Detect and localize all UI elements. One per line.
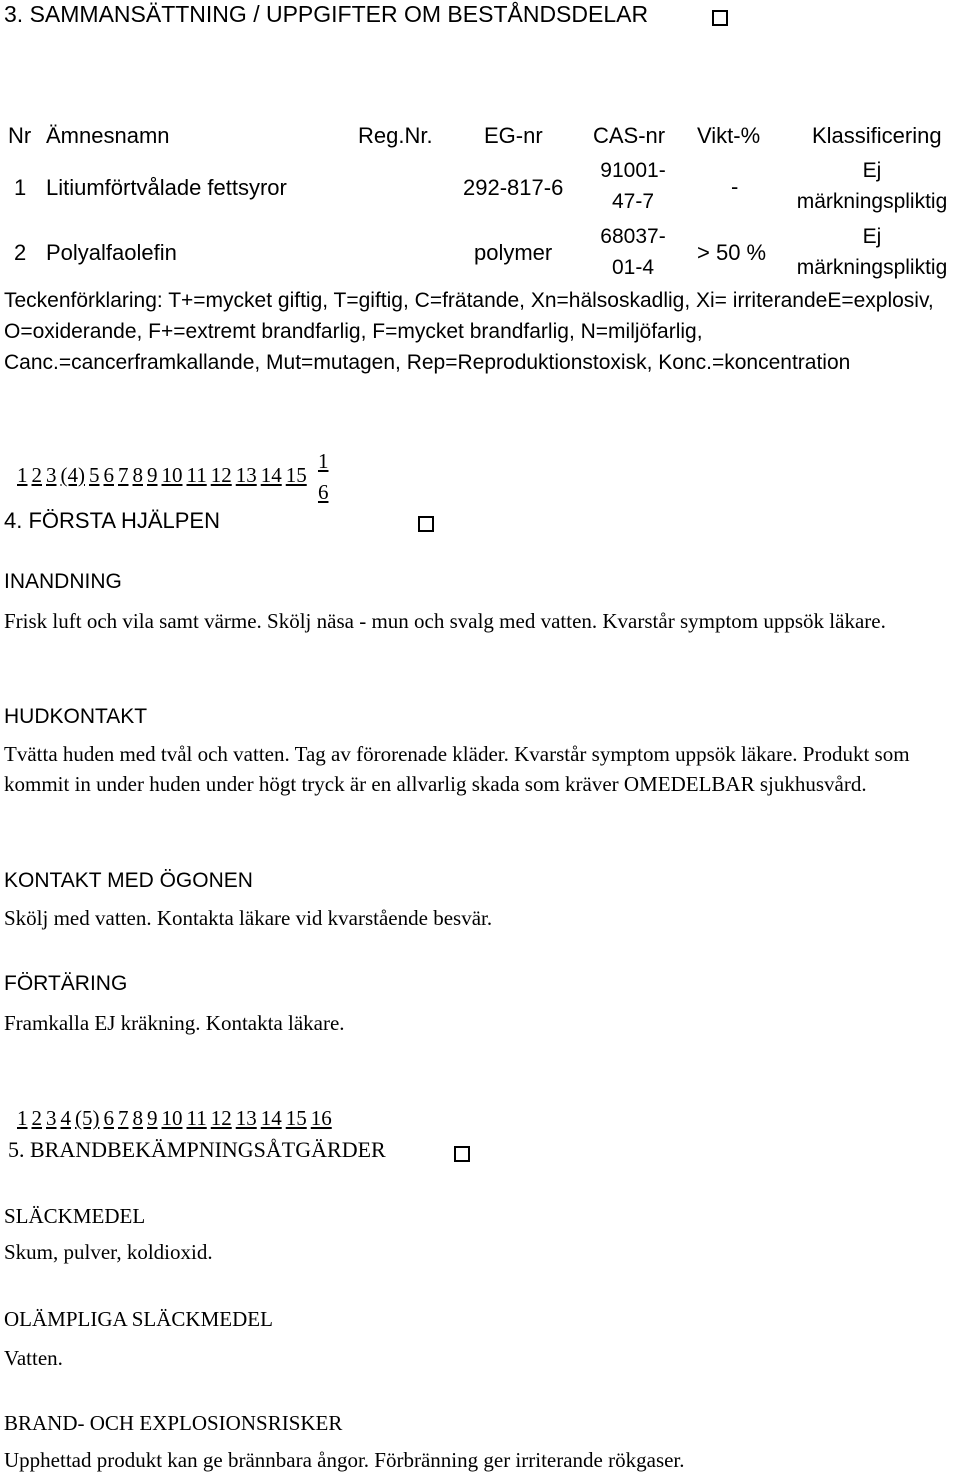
pager-bottom — [17, 1106, 336, 1131]
pager-top — [17, 446, 328, 508]
hudkontakt-text: Tvätta huden med tvål och vatten. Tag av förorenade kläder. Kvarstår symptom uppsök läkare. Produkt som kommit in under huden under högt tryck är en allvarlig skada som kräver OMEDELBAR sjukhusvård. — [4, 742, 910, 796]
pager-link-5[interactable]: 5 — [89, 462, 100, 487]
pager-link-12[interactable]: 12 — [210, 462, 232, 487]
inandning-heading: INANDNING — [4, 570, 122, 593]
pager-link-11[interactable]: 11 — [186, 1106, 207, 1130]
pager-link-4[interactable]: (4) — [60, 462, 85, 487]
header-cas-nr: CAS-nr — [593, 123, 666, 148]
pager-link-6[interactable]: 6 — [103, 462, 114, 487]
fortaring-heading: FÖRTÄRING — [4, 972, 128, 995]
row-substance-name: Litiumförtvålade fettsyror — [46, 175, 287, 200]
pager-link-4[interactable]: 4 — [60, 1106, 71, 1130]
row-nr: 2 — [14, 240, 27, 265]
brandrisk-heading: BRAND- OCH EXPLOSIONSRISKER — [4, 1411, 343, 1435]
pager-link-8[interactable]: 8 — [132, 1106, 143, 1130]
checkbox-icon — [454, 1146, 470, 1162]
row-substance-name: Polyalfaolefin — [46, 240, 177, 265]
pager-link-14[interactable]: 14 — [260, 1106, 282, 1130]
row-eg-nr: polymer — [474, 240, 553, 265]
row-eg-nr: 292-817-6 — [463, 175, 564, 200]
pager-link-16[interactable]: 16 — [310, 1106, 332, 1130]
row-nr: 1 — [14, 175, 27, 200]
pager-link-1[interactable]: 1 — [17, 462, 28, 487]
pager-link-5[interactable]: (5) — [75, 1106, 100, 1130]
section-3-title: 3. SAMMANSÄTTNING / UPPGIFTER OM BESTÅNDSDELAR — [4, 1, 649, 27]
row-weight: > 50 % — [697, 240, 767, 265]
brandrisk-text: Upphettad produkt kan ge brännbara ångor. Förbränning ger irriterande rökgaser. — [4, 1448, 685, 1472]
pager-link-6[interactable]: 6 — [103, 1106, 114, 1130]
header-weight-percent: Vikt-% — [697, 123, 761, 148]
pager-link-16[interactable]: $\frac{1}{6}$ — [317, 449, 329, 504]
pager-link-2[interactable]: 2 — [31, 1106, 42, 1130]
row-weight: - — [731, 174, 739, 199]
pager-link-11[interactable]: 11 — [186, 462, 207, 487]
header-classification: Klassificering — [812, 123, 942, 148]
pager-link-7[interactable]: 7 — [118, 462, 129, 487]
pager-link-3[interactable]: 3 — [46, 462, 57, 487]
row-cas-nr: 91001- 47-7 — [600, 159, 666, 213]
slackmedel-text: Skum, pulver, koldioxid. — [4, 1240, 213, 1264]
pager-link-2[interactable]: 2 — [31, 462, 42, 487]
pager-link-3[interactable]: 3 — [46, 1106, 57, 1130]
ogon-heading: KONTAKT MED ÖGONEN — [4, 869, 253, 892]
row-classification: Ej märkningspliktig — [796, 225, 948, 279]
ogon-text: Skölj med vatten. Kontakta läkare vid kvarstående besvär. — [4, 906, 493, 930]
pager-link-10[interactable]: 10 — [161, 1106, 183, 1130]
header-eg-nr: EG-nr — [484, 123, 543, 148]
header-substance-name: Ämnesnamn — [46, 123, 170, 148]
olampliga-text: Vatten. — [4, 1346, 63, 1370]
slackmedel-heading: SLÄCKMEDEL — [4, 1204, 146, 1228]
pager-link-14[interactable]: 14 — [260, 462, 282, 487]
pager-link-7[interactable]: 7 — [118, 1106, 129, 1130]
hudkontakt-heading: HUDKONTAKT — [4, 705, 148, 728]
section-4-title: 4. FÖRSTA HJÄLPEN — [4, 508, 220, 533]
pager-link-10[interactable]: 10 — [161, 462, 183, 487]
header-nr: Nr — [8, 123, 32, 148]
legend-text: Teckenförklaring: T+=mycket giftig, T=giftig, C=frätande, Xn=hälsoskadlig, Xi= irriterandeE=explosiv, O=oxiderande, F+=extremt brandfarlig, F=mycket brandfarlig, N=miljöfarlig, Canc.=cancerframkallande, Mut=mutagen, Rep=Reproduktionstoxisk, Konc.=koncentration — [4, 289, 934, 374]
section-5-title: 5. BRANDBEKÄMPNINGSÅTGÄRDER — [8, 1137, 386, 1162]
inandning-text: Frisk luft och vila samt värme. Skölj näsa - mun och svalg med vatten. Kvarstår symptom uppsök läkare. — [4, 609, 886, 633]
pager-link-12[interactable]: 12 — [210, 1106, 232, 1130]
row-cas-nr: 68037- 01-4 — [600, 225, 666, 279]
pager-link-13[interactable]: 13 — [235, 462, 257, 487]
pager-link-9[interactable]: 9 — [147, 1106, 158, 1130]
pager-link-8[interactable]: 8 — [132, 462, 143, 487]
header-reg-nr: Reg.Nr. — [358, 123, 433, 148]
pager-link-9[interactable]: 9 — [147, 462, 158, 487]
pager-link-15[interactable]: 15 — [285, 1106, 307, 1130]
pager-link-15[interactable]: 15 — [285, 462, 307, 487]
pager-link-13[interactable]: 13 — [235, 1106, 257, 1130]
row-classification: Ej märkningspliktig — [796, 159, 948, 213]
fortaring-text: Framkalla EJ kräkning. Kontakta läkare. — [4, 1011, 345, 1035]
olampliga-heading: OLÄMPLIGA SLÄCKMEDEL — [4, 1307, 273, 1331]
checkbox-icon — [712, 10, 728, 26]
checkbox-icon — [418, 516, 434, 532]
pager-link-1[interactable]: 1 — [17, 1106, 28, 1130]
